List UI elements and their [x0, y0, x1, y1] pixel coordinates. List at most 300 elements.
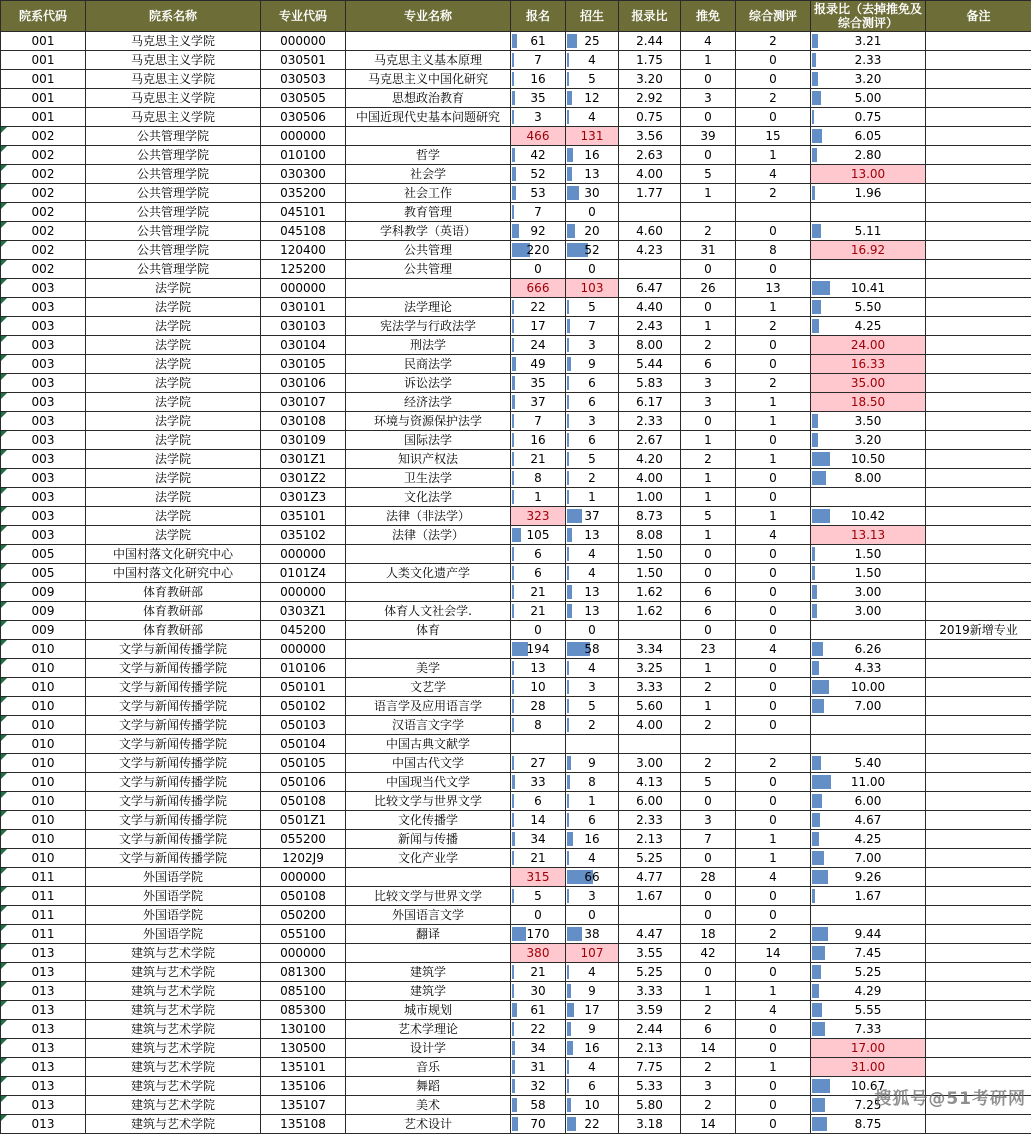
cell-dept_code — [1, 165, 86, 184]
cell-value: 24.00 — [850, 338, 886, 352]
cell-value: 法学院 — [154, 528, 191, 542]
column-header-admitted: 招生 — [566, 1, 619, 32]
cell-value: 16.92 — [850, 243, 886, 257]
cell-note — [926, 184, 1031, 203]
cell-value: 舞蹈 — [415, 1079, 440, 1093]
cell-value: 14 — [765, 946, 781, 960]
cell-admitted — [566, 849, 619, 868]
cell-value: 0 — [769, 110, 777, 124]
cell-note — [926, 1115, 1031, 1134]
cell-note — [926, 659, 1031, 678]
cell-value: 0 — [588, 205, 596, 219]
cell-applicants — [511, 545, 566, 564]
cell-major_code — [261, 51, 346, 70]
cell-admitted — [566, 906, 619, 925]
cell-value: 3 — [588, 889, 596, 903]
data-bar — [812, 1098, 825, 1112]
cell-value: 003 — [31, 376, 55, 390]
cell-value: 9 — [588, 1022, 596, 1036]
cell-value: 6 — [588, 1079, 596, 1093]
cell-adj_ratio — [811, 697, 926, 716]
cell-ratio — [619, 184, 681, 203]
cell-value: 003 — [31, 490, 55, 504]
cell-value: 0 — [704, 623, 712, 637]
cell-tuimian — [681, 716, 736, 735]
data-bar — [567, 965, 569, 979]
cell-value: 建筑与艺术学院 — [130, 1098, 215, 1112]
cell-value: 1 — [769, 148, 777, 162]
column-header-adj_ratio: 报录比（去掉推免及综合测评） — [811, 1, 926, 32]
cell-value: 1 — [704, 53, 712, 67]
cell-value: 9 — [588, 756, 596, 770]
cell-applicants — [511, 887, 566, 906]
cell-dept_name — [86, 488, 261, 507]
cell-value: 3.20 — [636, 72, 663, 86]
cell-value: 27 — [530, 756, 546, 770]
cell-applicants — [511, 963, 566, 982]
cell-value: 3 — [704, 395, 712, 409]
cell-zonghe — [736, 184, 811, 203]
cell-value: 4 — [588, 110, 596, 124]
data-bar — [512, 300, 514, 314]
cell-value: 70 — [530, 1117, 546, 1131]
table-row — [1, 564, 1031, 583]
cell-value: 2.44 — [636, 1022, 663, 1036]
cell-value: 8 — [534, 471, 542, 485]
cell-value: 002 — [31, 224, 55, 238]
cell-value: 013 — [31, 1003, 55, 1017]
cell-value: 9.26 — [854, 870, 882, 884]
cell-value: 美术 — [415, 1098, 440, 1112]
cell-adj_ratio — [811, 887, 926, 906]
cell-adj_ratio — [811, 70, 926, 89]
cell-value: 001 — [31, 110, 55, 124]
cell-value: 法律（非法学） — [385, 509, 470, 523]
cell-value: 28 — [530, 699, 546, 713]
cell-major_name — [346, 811, 511, 830]
cell-applicants — [511, 1001, 566, 1020]
cell-value: 0 — [769, 813, 777, 827]
cell-major_name — [346, 146, 511, 165]
cell-value: 32 — [530, 1079, 546, 1093]
data-bar — [512, 1060, 515, 1074]
cell-note — [926, 792, 1031, 811]
cell-zonghe — [736, 32, 811, 51]
cell-value: 12 — [584, 91, 600, 105]
cell-value: 9.44 — [854, 927, 882, 941]
cell-adj_ratio — [811, 564, 926, 583]
cell-major_code — [261, 735, 346, 754]
cell-value: 6.17 — [636, 395, 663, 409]
cell-dept_name — [86, 469, 261, 488]
cell-value: 26 — [700, 281, 716, 295]
cell-major_name — [346, 89, 511, 108]
cell-adj_ratio — [811, 469, 926, 488]
table-row — [1, 336, 1031, 355]
cell-tuimian — [681, 1020, 736, 1039]
cell-value: 法学院 — [154, 281, 191, 295]
cell-dept_name — [86, 146, 261, 165]
cell-value: 体育 — [415, 623, 440, 637]
cell-value: 6.05 — [854, 129, 882, 143]
cell-admitted — [566, 374, 619, 393]
cell-dept_code — [1, 1020, 86, 1039]
cell-dept_name — [86, 336, 261, 355]
cell-value: 2019新增专业 — [939, 623, 1018, 637]
cell-tuimian — [681, 317, 736, 336]
cell-major_name — [346, 507, 511, 526]
cell-value: 37 — [584, 509, 600, 523]
cell-zonghe — [736, 355, 811, 374]
data-bar — [812, 604, 817, 618]
cell-value: 003 — [31, 471, 55, 485]
cell-major_code — [261, 32, 346, 51]
cell-dept_code — [1, 887, 86, 906]
error-indicator-triangle-icon — [1, 1115, 7, 1121]
cell-value: 92 — [530, 224, 546, 238]
data-bar — [567, 471, 569, 485]
cell-applicants — [511, 298, 566, 317]
cell-dept_name — [86, 602, 261, 621]
cell-value: 035200 — [280, 186, 326, 200]
table-row — [1, 431, 1031, 450]
cell-dept_code — [1, 602, 86, 621]
cell-value: 002 — [31, 167, 55, 181]
cell-major_name — [346, 241, 511, 260]
cell-major_code — [261, 849, 346, 868]
cell-ratio — [619, 241, 681, 260]
cell-zonghe — [736, 507, 811, 526]
cell-value: 3.25 — [636, 661, 663, 675]
cell-major_name — [346, 849, 511, 868]
cell-value: 5.44 — [636, 357, 663, 371]
cell-value: 外国语言文学 — [391, 908, 464, 922]
data-bar — [567, 376, 569, 390]
cell-admitted — [566, 317, 619, 336]
cell-value: 0 — [769, 889, 777, 903]
cell-note — [926, 355, 1031, 374]
cell-zonghe — [736, 127, 811, 146]
cell-value: 030503 — [280, 72, 326, 86]
cell-dept_code — [1, 1096, 86, 1115]
cell-dept_name — [86, 963, 261, 982]
cell-value: 中国近现代史基本问题研究 — [355, 110, 500, 124]
cell-value: 18.50 — [850, 395, 886, 409]
cell-adj_ratio — [811, 317, 926, 336]
data-bar — [567, 1117, 576, 1131]
cell-value: 013 — [31, 984, 55, 998]
cell-value: 120400 — [280, 243, 326, 257]
cell-value: 002 — [31, 243, 55, 257]
cell-major_code — [261, 659, 346, 678]
cell-dept_code — [1, 792, 86, 811]
cell-value: 1 — [704, 699, 712, 713]
cell-tuimian — [681, 279, 736, 298]
cell-zonghe — [736, 830, 811, 849]
cell-adj_ratio — [811, 393, 926, 412]
cell-zonghe — [736, 887, 811, 906]
error-indicator-triangle-icon — [1, 203, 7, 209]
cell-dept_name — [86, 412, 261, 431]
cell-value: 2 — [704, 224, 712, 238]
data-bar — [567, 224, 575, 238]
cell-value: 011 — [31, 908, 55, 922]
cell-value: 21 — [530, 851, 546, 865]
cell-major_name — [346, 773, 511, 792]
cell-value: 135108 — [280, 1117, 326, 1131]
cell-major_code — [261, 260, 346, 279]
cell-value: 8.08 — [636, 528, 663, 542]
cell-value: 诉讼法学 — [403, 376, 452, 390]
cell-ratio — [619, 108, 681, 127]
cell-value: 中国村落文化研究中心 — [112, 566, 233, 580]
cell-zonghe — [736, 963, 811, 982]
data-bar — [567, 547, 569, 561]
data-bar — [812, 72, 818, 86]
cell-value: 24 — [530, 338, 546, 352]
cell-applicants — [511, 184, 566, 203]
cell-value: 1.50 — [854, 547, 882, 561]
cell-tuimian — [681, 336, 736, 355]
cell-value: 013 — [31, 1098, 55, 1112]
cell-applicants — [511, 469, 566, 488]
cell-adj_ratio — [811, 621, 926, 640]
data-bar — [512, 91, 515, 105]
cell-ratio — [619, 374, 681, 393]
data-bar — [567, 889, 569, 903]
table-row — [1, 849, 1031, 868]
cell-value: 0 — [769, 718, 777, 732]
cell-value: 国际法学 — [403, 433, 452, 447]
cell-value: 6 — [704, 604, 712, 618]
cell-value: 文学与新闻传播学院 — [118, 794, 227, 808]
cell-value: 9 — [588, 357, 596, 371]
cell-ratio — [619, 906, 681, 925]
cell-value: 0 — [769, 262, 777, 276]
cell-ratio — [619, 32, 681, 51]
cell-value: 文学与新闻传播学院 — [118, 737, 227, 751]
cell-value: 4.60 — [636, 224, 663, 238]
cell-dept_name — [86, 507, 261, 526]
cell-note — [926, 602, 1031, 621]
cell-dept_code — [1, 32, 86, 51]
cell-major_name — [346, 450, 511, 469]
cell-major_name — [346, 1115, 511, 1134]
cell-value: 6 — [704, 585, 712, 599]
cell-value: 005 — [31, 547, 55, 561]
error-indicator-triangle-icon — [1, 678, 7, 684]
table-body — [1, 32, 1031, 1134]
cell-value: 文化产业学 — [397, 851, 458, 865]
cell-value: 6.00 — [636, 794, 663, 808]
data-bar — [512, 1117, 518, 1131]
table-row — [1, 241, 1031, 260]
cell-admitted — [566, 298, 619, 317]
cell-value: 28 — [700, 870, 716, 884]
cell-value: 0.75 — [854, 110, 882, 124]
cell-zonghe — [736, 260, 811, 279]
cell-major_code — [261, 963, 346, 982]
cell-dept_code — [1, 431, 86, 450]
cell-admitted — [566, 51, 619, 70]
cell-zonghe — [736, 469, 811, 488]
data-bar — [812, 775, 831, 789]
cell-dept_name — [86, 792, 261, 811]
cell-value: 文学与新闻传播学院 — [118, 851, 227, 865]
data-bar — [512, 1003, 517, 1017]
table-row — [1, 222, 1031, 241]
cell-value: 文学与新闻传播学院 — [118, 832, 227, 846]
cell-dept_name — [86, 849, 261, 868]
cell-value: 003 — [31, 395, 55, 409]
cell-note — [926, 944, 1031, 963]
table-row — [1, 146, 1031, 165]
cell-value: 58 — [584, 642, 600, 656]
cell-admitted — [566, 811, 619, 830]
cell-ratio — [619, 773, 681, 792]
cell-major_code — [261, 203, 346, 222]
cell-major_code — [261, 887, 346, 906]
cell-value: 2 — [769, 186, 777, 200]
cell-ratio — [619, 925, 681, 944]
cell-zonghe — [736, 241, 811, 260]
cell-value: 39 — [700, 129, 716, 143]
table-row — [1, 70, 1031, 89]
cell-value: 085300 — [280, 1003, 326, 1017]
cell-zonghe — [736, 621, 811, 640]
cell-admitted — [566, 868, 619, 887]
cell-value: 体育人文社会学. — [384, 604, 472, 618]
cell-value: 1 — [704, 984, 712, 998]
cell-admitted — [566, 127, 619, 146]
cell-zonghe — [736, 602, 811, 621]
cell-zonghe — [736, 70, 811, 89]
cell-value: 22 — [530, 1022, 546, 1036]
cell-note — [926, 469, 1031, 488]
cell-value: 1 — [704, 661, 712, 675]
cell-tuimian — [681, 545, 736, 564]
cell-dept_code — [1, 108, 86, 127]
error-indicator-triangle-icon — [1, 241, 7, 247]
cell-value: 030103 — [280, 319, 326, 333]
cell-zonghe — [736, 1058, 811, 1077]
error-indicator-triangle-icon — [1, 1001, 7, 1007]
cell-value: 11.00 — [850, 775, 886, 789]
cell-ratio — [619, 1077, 681, 1096]
cell-value: 4.25 — [854, 832, 882, 846]
cell-zonghe — [736, 488, 811, 507]
data-bar — [567, 167, 572, 181]
cell-applicants — [511, 431, 566, 450]
cell-value: 2 — [769, 319, 777, 333]
cell-value: 2.43 — [636, 319, 663, 333]
cell-applicants — [511, 583, 566, 602]
cell-admitted — [566, 925, 619, 944]
cell-tuimian — [681, 830, 736, 849]
cell-value: 3 — [588, 338, 596, 352]
cell-value: 035102 — [280, 528, 326, 542]
cell-value: 4 — [769, 642, 777, 656]
cell-dept_code — [1, 678, 86, 697]
cell-dept_code — [1, 336, 86, 355]
table-row — [1, 184, 1031, 203]
data-bar — [512, 756, 514, 770]
cell-ratio — [619, 488, 681, 507]
cell-major_code — [261, 602, 346, 621]
cell-value: 2 — [704, 1060, 712, 1074]
cell-note — [926, 621, 1031, 640]
cell-value: 194 — [526, 642, 550, 656]
cell-value: 1.62 — [636, 585, 663, 599]
cell-dept_name — [86, 1039, 261, 1058]
data-bar — [567, 490, 569, 504]
data-bar — [512, 718, 514, 732]
cell-value: 21 — [530, 452, 546, 466]
cell-ratio — [619, 621, 681, 640]
data-bar — [512, 319, 514, 333]
cell-value: 0 — [704, 566, 712, 580]
error-indicator-triangle-icon — [1, 222, 7, 228]
cell-admitted — [566, 773, 619, 792]
cell-ratio — [619, 716, 681, 735]
cell-major_name — [346, 355, 511, 374]
cell-value: 13 — [765, 281, 781, 295]
error-indicator-triangle-icon — [1, 621, 7, 627]
cell-ratio — [619, 564, 681, 583]
data-bar — [812, 585, 817, 599]
cell-adj_ratio — [811, 773, 926, 792]
cell-dept_code — [1, 222, 86, 241]
cell-admitted — [566, 792, 619, 811]
cell-dept_name — [86, 279, 261, 298]
cell-ratio — [619, 127, 681, 146]
cell-applicants — [511, 393, 566, 412]
cell-value: 社会工作 — [403, 186, 452, 200]
cell-value: 5 — [588, 452, 596, 466]
cell-value: 文学与新闻传播学院 — [118, 775, 227, 789]
cell-value: 2 — [769, 756, 777, 770]
data-bar — [567, 319, 570, 333]
cell-value: 000000 — [280, 946, 326, 960]
cell-value: 法律（法学） — [391, 528, 464, 542]
cell-value: 0 — [769, 794, 777, 808]
cell-ratio — [619, 659, 681, 678]
cell-tuimian — [681, 127, 736, 146]
cell-value: 001 — [31, 91, 55, 105]
cell-value: 3 — [588, 414, 596, 428]
column-header-zonghe: 综合测评 — [736, 1, 811, 32]
cell-value: 比较文学与世界文学 — [373, 794, 482, 808]
cell-value: 030106 — [280, 376, 326, 390]
cell-value: 000000 — [280, 129, 326, 143]
cell-value: 3.56 — [636, 129, 663, 143]
data-bar — [812, 851, 824, 865]
cell-value: 666 — [526, 281, 550, 295]
cell-applicants — [511, 716, 566, 735]
cell-value: 135101 — [280, 1060, 326, 1074]
cell-major_name — [346, 678, 511, 697]
cell-major_name — [346, 963, 511, 982]
cell-major_code — [261, 89, 346, 108]
data-bar — [512, 889, 514, 903]
cell-ratio — [619, 963, 681, 982]
cell-value: 公共管理 — [403, 262, 452, 276]
data-bar — [567, 433, 569, 447]
cell-value: 31.00 — [850, 1060, 886, 1074]
cell-value: 3 — [588, 680, 596, 694]
cell-value: 3.00 — [854, 604, 882, 618]
cell-dept_name — [86, 1001, 261, 1020]
